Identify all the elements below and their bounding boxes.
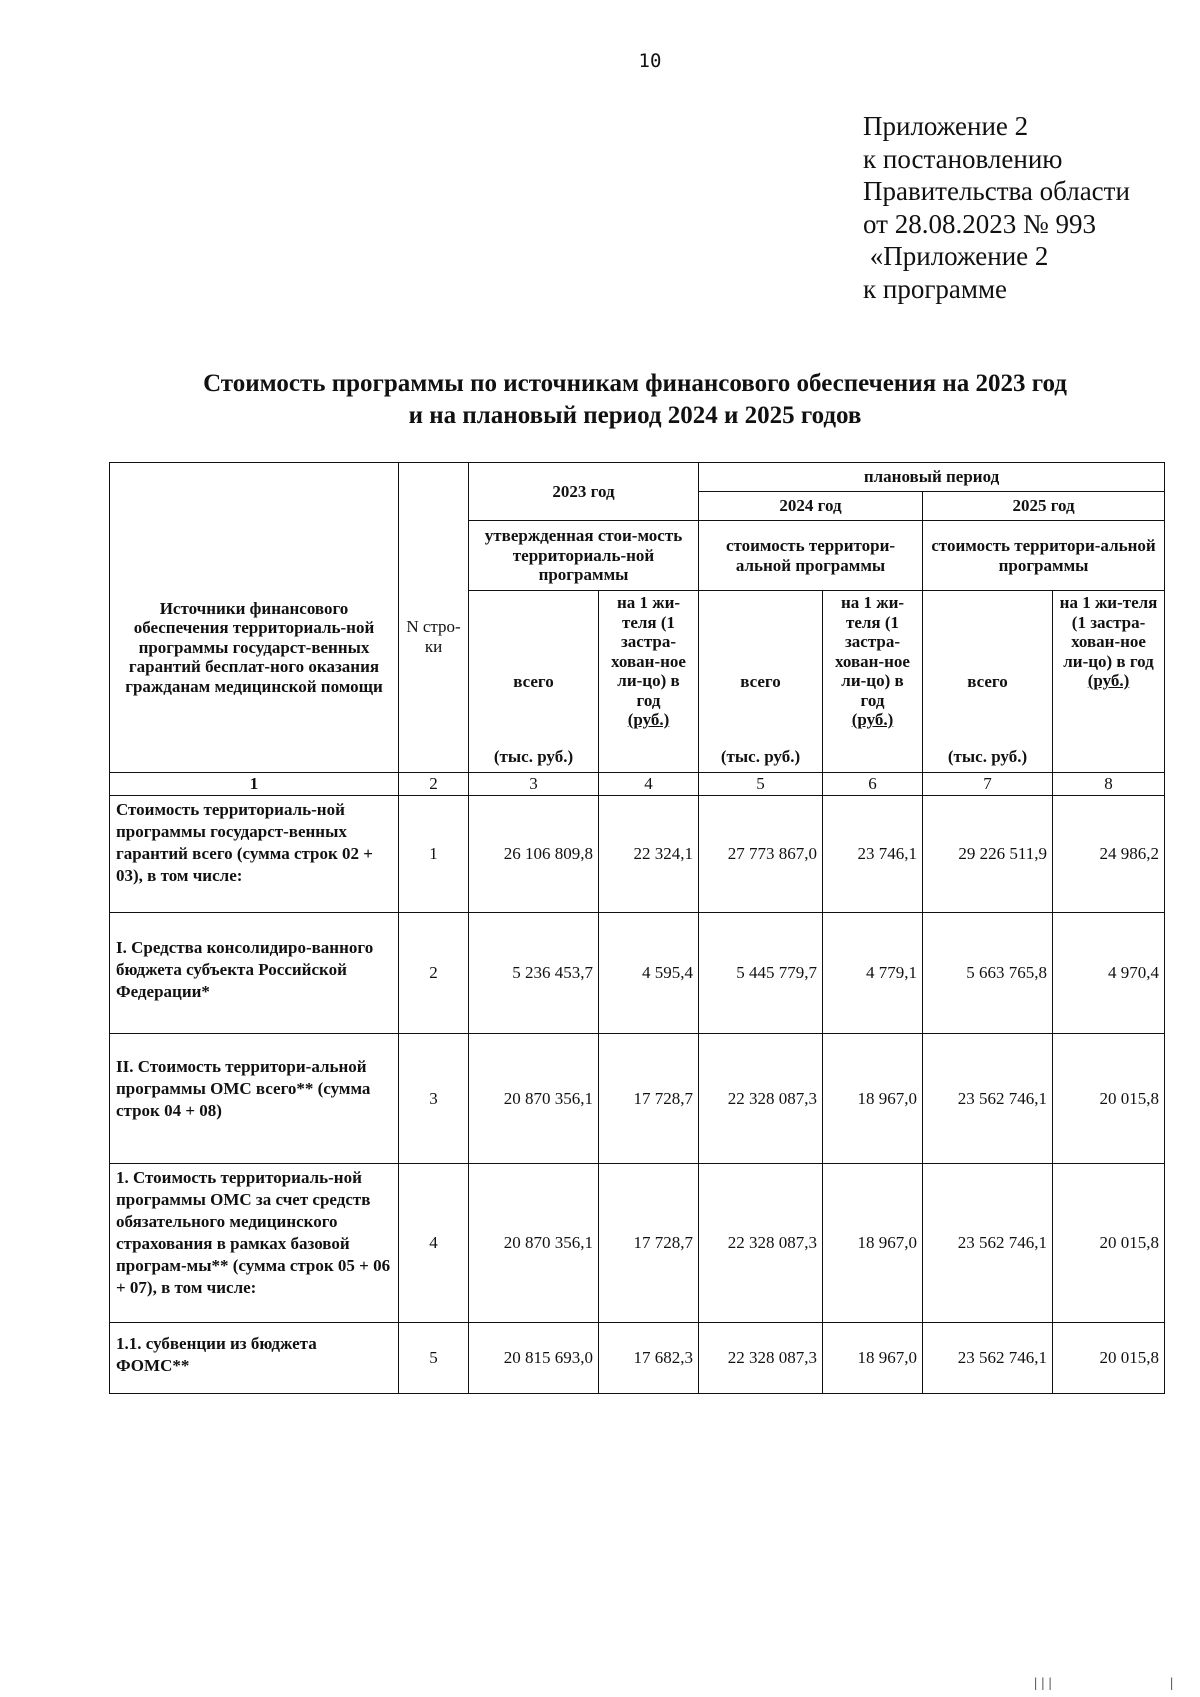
value-2025-per-capita: 24 986,2 [1053,796,1165,913]
value-2024-total: 27 773 867,0 [699,796,823,913]
row-number: 5 [399,1323,469,1394]
appendix-line: Приложение 2 [863,111,1029,141]
value-2024-per-capita: 4 779,1 [823,913,923,1034]
value-2023-total: 20 815 693,0 [469,1323,599,1394]
row-source-name: 1. Стоимость территориаль-ной программы ОМС за счет средств обязательного медицинского страхования в рамках базовой програм-мы** (сумма строк 05 + 06 + 07), в том числе: [110,1164,399,1323]
per-capita-label: на 1 жи-теля (1 застра-хован-ное ли-цо) в год [835,593,910,710]
header-approved-cost: утвержденная стои-мость территориаль-ной программы [469,521,699,591]
row-source-name [110,1034,399,1164]
value-2025-per-capita: 4 970,4 [1053,913,1165,1034]
table-row [110,796,1165,913]
header-total-2024 [699,591,823,773]
header-sources: Источники финансового обеспечения территориаль-ной программы государст-венных гарантий бесплат-ного оказания гражданам медицинской помощи [110,463,399,773]
unit-label: (тыс. руб.) [720,746,801,766]
table-row [110,1164,1165,1323]
header-planned-period: плановый период [699,463,1165,492]
value-2024-per-capita: 18 967,0 [823,1034,923,1164]
row-number: 1 [399,796,469,913]
value-2024-per-capita: 23 746,1 [823,796,923,913]
appendix-line: Правительства области [863,176,1130,206]
unit-label: (руб.) [627,710,670,729]
appendix-line: к программе [863,273,1008,304]
value-2023-per-capita: 4 595,4 [599,913,699,1034]
title-line: Стоимость программы по источникам финансового обеспечения на 2023 год [203,370,1067,397]
per-capita-label: на 1 жи-теля (1 застра-хован-ное ли-цо) в год [611,593,686,710]
value-2023-per-capita: 17 728,7 [599,1034,699,1164]
header-year-2025: 2025 год [923,492,1165,521]
row-number: 4 [399,1164,469,1323]
row-source-name [110,913,399,1034]
page-number: 10 [638,50,662,72]
row-number: 3 [399,1034,469,1164]
value-2025-per-capita: 20 015,8 [1053,1164,1165,1323]
column-number: 2 [399,773,469,796]
value-2025-per-capita: 20 015,8 [1053,1034,1165,1164]
per-capita-label: на 1 жи-теля (1 застра-хован-ное ли-цо) в год [1059,593,1158,671]
header-year-2024: 2024 год [699,492,923,521]
scan-mark: ||| [1032,1676,1054,1690]
total-label: всего [967,671,1008,691]
value-2023-total: 20 870 356,1 [469,1164,599,1323]
header-row-number: N стро-ки [399,463,469,773]
column-number: 7 [923,773,1053,796]
header-cost-2024: стоимость территори-альной программы [699,521,923,591]
appendix-line: «Приложение 2 [863,241,1049,271]
column-number: 4 [599,773,699,796]
unit-label: (тыс. руб.) [947,746,1028,766]
header-year-2023: 2023 год [469,463,699,521]
value-2025-per-capita: 20 015,8 [1053,1323,1165,1394]
column-number-row [110,773,1165,796]
value-2023-total: 26 106 809,8 [469,796,599,913]
column-number: 8 [1053,773,1165,796]
row-source-text: I. Средства консолидиро-ванного бюджета субъекта Российской Федерации* [116,938,374,1001]
column-number: 3 [469,773,599,796]
table-row [110,1323,1165,1394]
value-2024-total: 5 445 779,7 [699,913,823,1034]
value-2024-total: 22 328 087,3 [699,1323,823,1394]
unit-label: (руб.) [1087,671,1130,690]
total-label: всего [513,671,554,691]
value-2025-total: 23 562 746,1 [923,1034,1053,1164]
value-2023-total: 20 870 356,1 [469,1034,599,1164]
value-2023-per-capita: 17 728,7 [599,1164,699,1323]
unit-label: (тыс. руб.) [493,746,574,766]
document-title [120,368,1150,432]
row-source-text: II. Стоимость территори-альной программы ОМС всего** (сумма строк 04 + 08) [116,1057,371,1120]
value-2025-total: 5 663 765,8 [923,913,1053,1034]
value-2025-total: 23 562 746,1 [923,1164,1053,1323]
appendix-line: от 28.08.2023 № 993 [863,208,1096,239]
column-number: 1 [110,773,399,796]
header-total-2023 [469,591,599,773]
value-2023-total: 5 236 453,7 [469,913,599,1034]
title-line: и на плановый период 2024 и 2025 годов [408,402,862,429]
total-label: всего [740,671,781,691]
financing-table [109,462,1165,1394]
appendix-line: к постановлению [863,143,1063,174]
header-per-capita-2024 [823,591,923,773]
header-per-capita-2025 [1053,591,1165,773]
column-number: 6 [823,773,923,796]
header-per-capita-2023 [599,591,699,773]
value-2024-total: 22 328 087,3 [699,1164,823,1323]
value-2025-total: 23 562 746,1 [923,1323,1053,1394]
value-2023-per-capita: 22 324,1 [599,796,699,913]
value-2024-total: 22 328 087,3 [699,1034,823,1164]
value-2024-per-capita: 18 967,0 [823,1323,923,1394]
row-source-name: 1.1. субвенции из бюджета ФОМС** [110,1323,399,1394]
row-source-name: Стоимость территориаль-ной программы государст-венных гарантий всего (сумма строк 02 + 03), в том числе: [110,796,399,913]
unit-label: (руб.) [851,710,894,729]
value-2025-total: 29 226 511,9 [923,796,1053,913]
value-2024-per-capita: 18 967,0 [823,1164,923,1323]
table-row [110,913,1165,1034]
value-2023-per-capita: 17 682,3 [599,1323,699,1394]
row-number: 2 [399,913,469,1034]
table-row [110,1034,1165,1164]
appendix-note [863,110,1130,305]
scan-mark: | [1168,1676,1176,1690]
header-total-2025 [923,591,1053,773]
header-cost-2025: стоимость территори-альной программы [923,521,1165,591]
column-number: 5 [699,773,823,796]
